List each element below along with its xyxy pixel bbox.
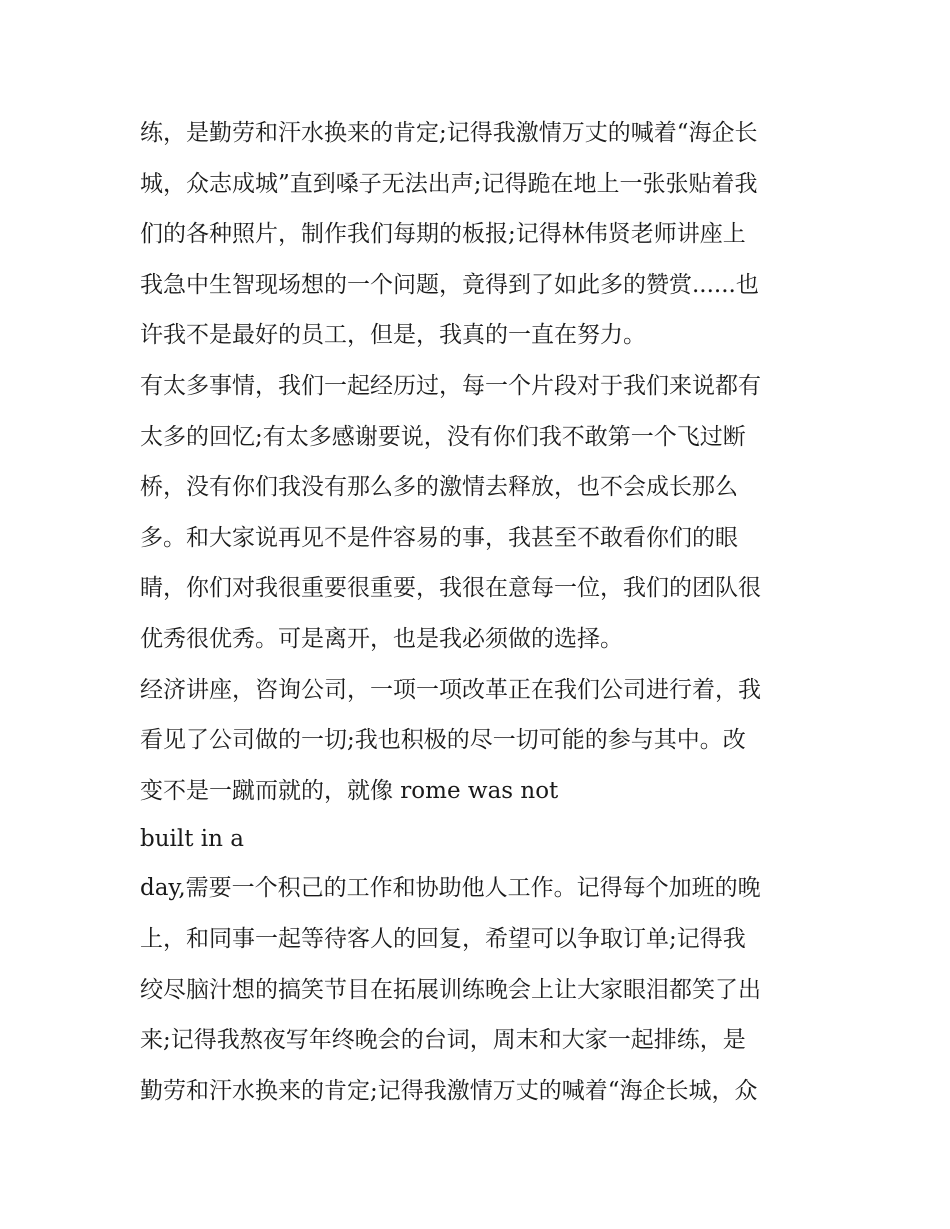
text-line: 勤劳和汗水换来的肯定;记得我激情万丈的喊着“海企长城，众 xyxy=(140,1077,758,1104)
text-line: 我急中生智现场想的一个问题，竟得到了如此多的赞赏......也 xyxy=(140,271,759,298)
text-line: 优秀很优秀。可是离开，也是我必须做的选择。 xyxy=(140,625,623,652)
text-line: 看见了公司做的一切;我也积极的尽一切可能的参与其中。改 xyxy=(140,727,746,754)
text-line: 绞尽脑汁想的搞笑节目在拓展训练晚会上让大家眼泪都笑了出 xyxy=(140,976,761,1003)
text-line: built in a xyxy=(140,826,244,853)
text-line: 城，众志成城”直到嗓子无法出声;记得跪在地上一张张贴着我 xyxy=(140,170,758,197)
text-line: day,需要一个积己的工作和协助他人工作。记得每个加班的晚 xyxy=(140,875,761,902)
text-line: 睛，你们对我很重要很重要，我很在意每一位，我们的团队很 xyxy=(140,575,761,602)
text-line: 练，是勤劳和汗水换来的肯定;记得我激情万丈的喊着“海企长 xyxy=(140,120,758,146)
text-line: 们的各种照片，制作我们每期的板报;记得林伟贤老师讲座上 xyxy=(140,221,746,248)
body-text xyxy=(140,108,830,1116)
text-line: 上，和同事一起等待客人的回复，希望可以争取订单;记得我 xyxy=(140,925,746,952)
text-line: 太多的回忆;有太多感谢要说，没有你们我不敢第一个飞过断 xyxy=(140,423,746,450)
text-line: 经济讲座，咨询公司，一项一项改革正在我们公司进行着，我 xyxy=(140,676,761,703)
text-line: 许我不是最好的员工，但是，我真的一直在努力。 xyxy=(140,322,646,349)
text-line: 多。和大家说再见不是件容易的事，我甚至不敢看你们的眼 xyxy=(140,524,738,551)
text-line: 有太多事情，我们一起经历过，每一个片段对于我们来说都有 xyxy=(140,372,761,399)
text-line: 变不是一蹴而就的，就像 rome was not xyxy=(140,777,559,804)
text-line: 桥，没有你们我没有那么多的激情去释放，也不会成长那么 xyxy=(140,474,738,501)
text-line: 来;记得我熬夜写年终晚会的台词，周末和大家一起排练，是 xyxy=(140,1027,746,1054)
